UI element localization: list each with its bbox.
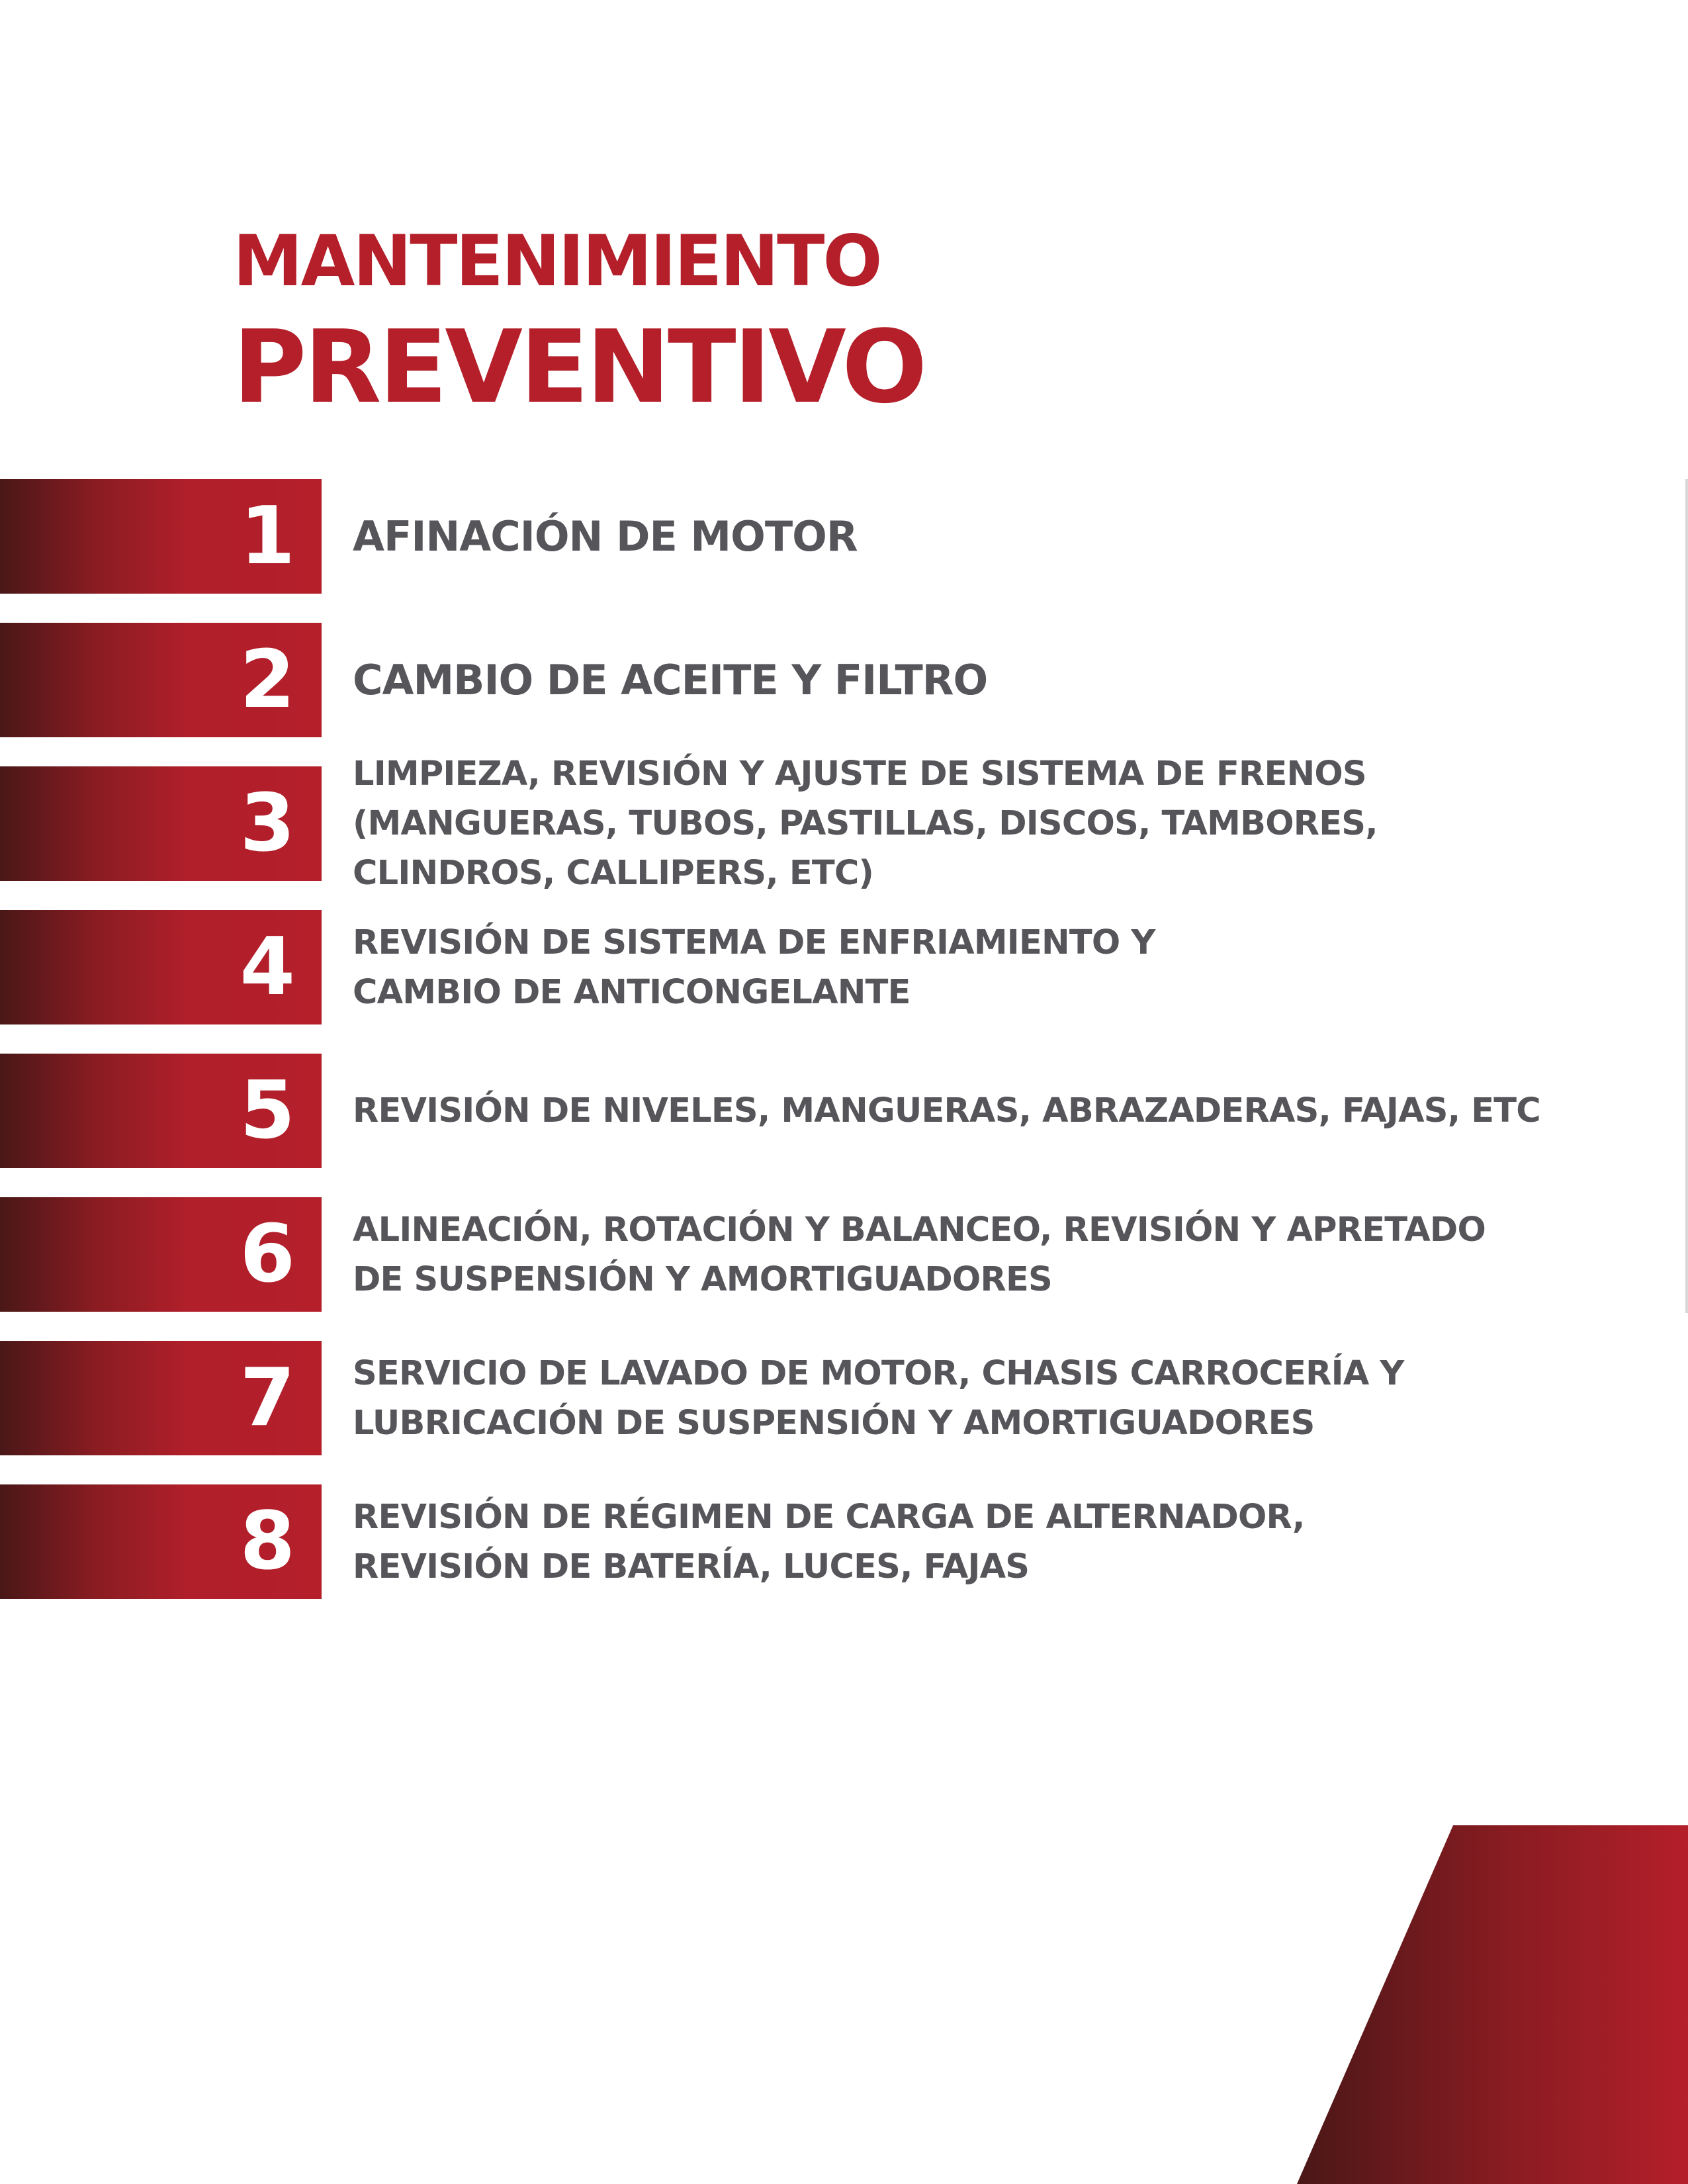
number-badge [0,910,322,1024]
item-number: 7 [240,1352,295,1444]
item-label: AFINACIÓN DE MOTOR [353,512,858,561]
list-item [0,623,1688,737]
item-label: CAMBIO DE ACEITE Y FILTRO [353,656,988,704]
list-item [0,1484,1688,1599]
item-text [353,1054,1610,1168]
item-label: SERVICIO DE LAVADO DE MOTOR, CHASIS CARROCERÍA Y LUBRICACIÓN DE SUSPENSIÓN Y AMORTIGUADORES [353,1353,1404,1443]
item-text [353,754,1577,893]
item-text [353,479,1610,594]
list-item [0,1341,1688,1455]
right-edge-line [1685,479,1688,1313]
item-label: REVISIÓN DE RÉGIMEN DE CARGA DE ALTERNADOR, REVISIÓN DE BATERÍA, LUCES, FAJAS [353,1497,1305,1586]
number-badge [0,479,322,594]
item-number: 5 [240,1065,295,1157]
item-text [353,623,1610,737]
item-label: REVISIÓN DE SISTEMA DE ENFRIAMIENTO Y CAMBIO DE ANTICONGELANTE [353,923,1155,1012]
number-badge [0,1197,322,1312]
item-text [353,1484,1444,1599]
list-item [0,910,1688,1024]
item-text [353,1341,1411,1455]
number-badge [0,623,322,737]
item-number: 3 [240,778,295,870]
list-item [0,754,1688,893]
item-number: 6 [240,1208,295,1300]
list-item [0,1054,1688,1168]
number-badge [0,766,322,881]
number-badge [0,1054,322,1168]
number-badge [0,1484,322,1599]
title-line-1: MANTENIMIENTO [233,220,881,302]
item-label: ALINEACIÓN, ROTACIÓN Y BALANCEO, REVISIÓN Y APRETADO DE SUSPENSIÓN Y AMORTIGUADORES [353,1210,1486,1299]
item-text [353,1197,1517,1312]
number-badge [0,1341,322,1455]
item-number: 4 [240,921,295,1013]
item-text [353,910,1292,1024]
item-label: LIMPIEZA, REVISIÓN Y AJUSTE DE SISTEMA DE FRENOS (MANGUERAS, TUBOS, PASTILLAS, DISCOS, TAMBORES, CLINDROS, CALLIPERS, ETC) [353,754,1378,893]
corner-decoration [1297,1825,1688,2184]
title-line-2: PREVENTIVO [233,308,925,426]
list-item [0,1197,1688,1312]
item-number: 8 [240,1496,295,1588]
page-title [233,212,924,424]
item-number: 2 [240,634,295,726]
item-number: 1 [240,490,295,582]
item-label: REVISIÓN DE NIVELES, MANGUERAS, ABRAZADERAS, FAJAS, ETC [353,1091,1540,1130]
list-item [0,479,1688,594]
